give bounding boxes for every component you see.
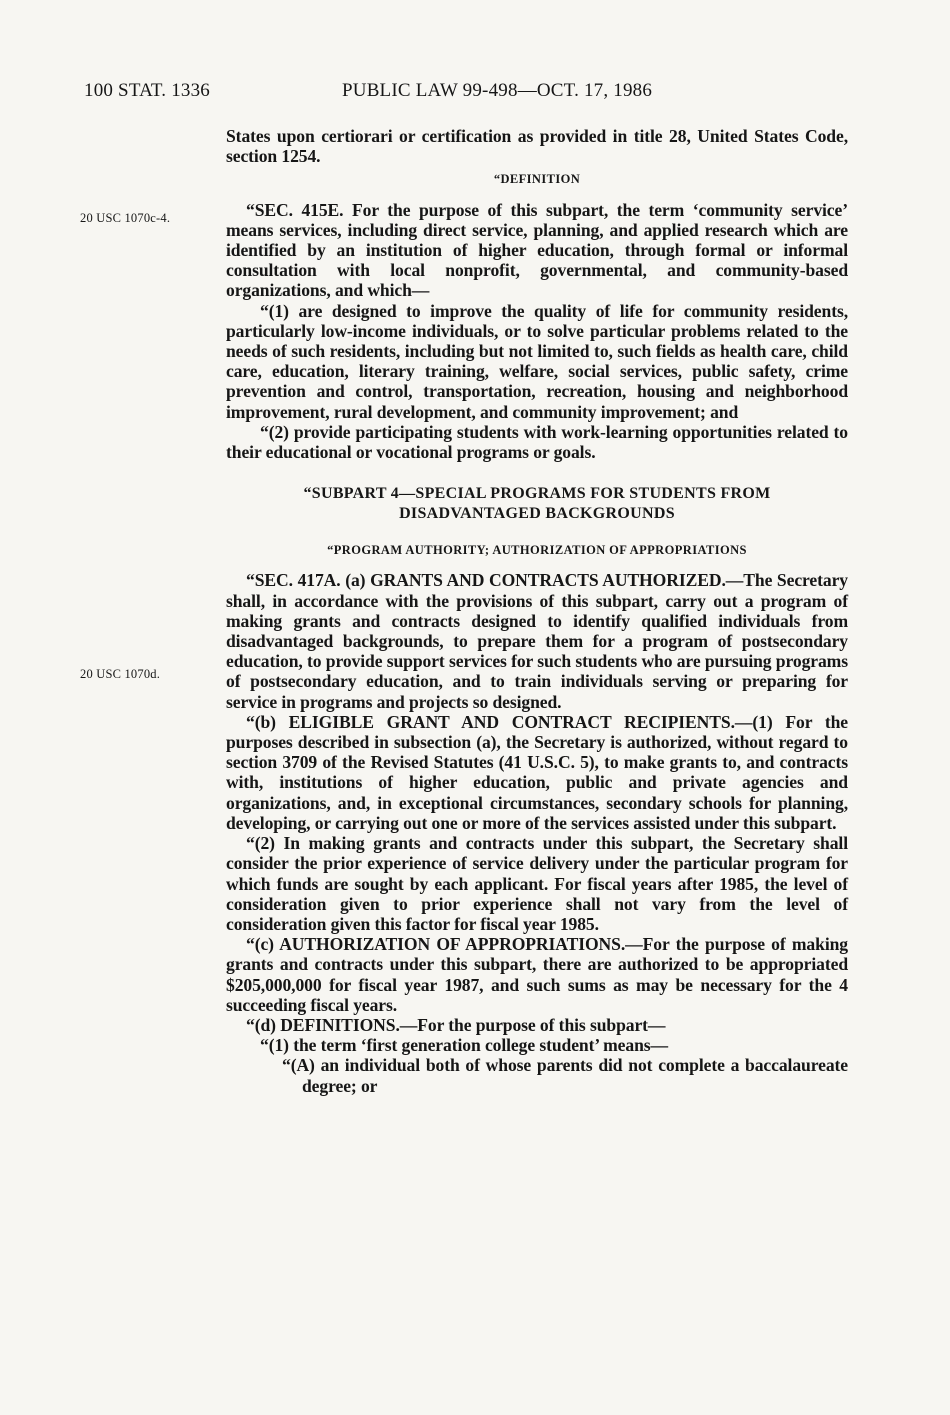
subpart-heading-line: “SUBPART 4—SPECIAL PROGRAMS FOR STUDENTS FROM <box>303 485 771 503</box>
definition-item-a: “(A) an individual both of whose parents did not complete a baccalaureate degree; or <box>282 1055 848 1096</box>
stat-citation: 100 STAT. 1336 <box>84 80 211 101</box>
section-415e: “SEC. 415E. For the purpose of this subpart, the term ‘community service’ means services, including direct service, planning, and applied research which are identified by an institution of higher education, through formal or informal consultation with local nonprofit, governmental, and community-based organizations, and which— <box>226 199 848 301</box>
subsection-d: “(d) DEFINITIONS.—For the purpose of this subpart— <box>246 1014 666 1035</box>
document-body <box>226 126 848 1096</box>
margin-usc-citation: 20 USC 1070d. <box>80 667 161 681</box>
definition-item-1: “(1) the term ‘first generation college student’ means— <box>260 1035 669 1056</box>
section-heading-program-authority: “PROGRAM AUTHORITY; AUTHORIZATION OF APPROPRIATIONS <box>327 543 747 558</box>
paragraph: States upon certiorari or certification as provided in title 28, United States Code, section 1254. <box>226 126 848 167</box>
subsection-b2: “(2) In making grants and contracts under this subpart, the Secretary shall consider the prior experience of service delivery under the particular program for which funds are sought by each applicant. For fiscal years after 1985, the level of consideration given to prior experience shall not vary from the level of consideration given this factor for fiscal year 1985. <box>226 833 848 934</box>
subsection-b1: “(b) ELIGIBLE GRANT AND CONTRACT RECIPIENTS.—(1) For the purposes described in subsection (a), the Secretary is authorized, without regard to section 3709 of the Revised Statutes (41 U.S.C. 5), to make grants to, and contracts with, institutions of higher education, public and private agencies and organizations, and, in exceptional circumstances, secondary schools for planning, developing, or carrying out one or more of the services assisted under this subpart. <box>226 711 848 833</box>
list-item: “(2) provide participating students with work-learning opportunities related to their educational or vocational programs or goals. <box>226 421 848 463</box>
margin-usc-citation: 20 USC 1070c-4. <box>80 211 171 225</box>
subsection-c: “(c) AUTHORIZATION OF APPROPRIATIONS.—For the purpose of making grants and contracts under this subpart, there are authorized to be appropriated $205,000,000 for fiscal year 1987, and such sums as may be necessary for the 4 succeeding fiscal years. <box>226 934 848 1015</box>
section-417a: “SEC. 417A. (a) GRANTS AND CONTRACTS AUTHORIZED.—The Secretary shall, in accordance with the provisions of this subpart, carry out a program of making grants and contracts designed to identify qualified individuals from disadvantaged backgrounds, to prepare them for a program of postsecondary education, to provide support services for such students who are pursuing programs of postsecondary education, and to train individuals serving or preparing for service in programs and projects so designed. <box>226 570 848 712</box>
subpart-heading-line: DISADVANTAGED BACKGROUNDS <box>399 505 675 523</box>
subpart-heading <box>226 484 848 524</box>
section-heading-definition: “DEFINITION <box>493 172 581 187</box>
page-header <box>84 80 864 110</box>
public-law-title: PUBLIC LAW 99-498—OCT. 17, 1986 <box>342 80 653 101</box>
list-item: “(1) are designed to improve the quality of life for community residents, particularly low-income individuals, or to solve particular problems related to the needs of such residents, including but not limited to, such fields as health care, child care, education, literary training, welfare, social services, public safety, crime prevention and control, transportation, recreation, housing and neighborhood improvement, rural development, and community improvement; and <box>226 300 848 422</box>
